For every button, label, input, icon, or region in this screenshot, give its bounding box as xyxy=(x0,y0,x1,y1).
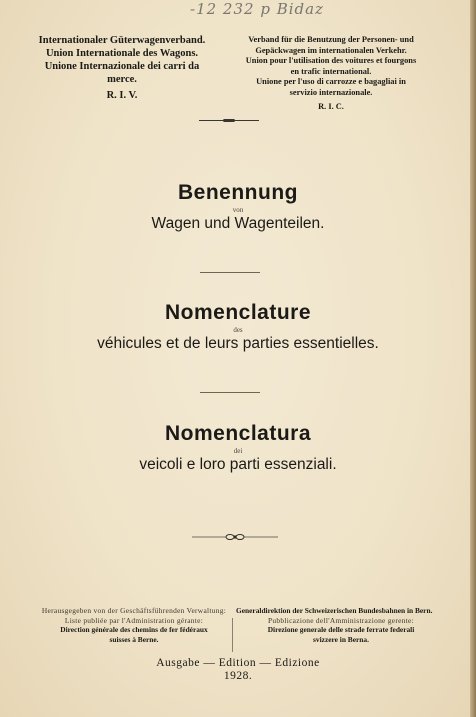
header-ric xyxy=(228,35,434,112)
header-riv-line: merce. xyxy=(107,74,137,85)
subtitle-german: Wagen und Wagenteilen. xyxy=(151,215,325,232)
footer-line: svizzere in Berna. xyxy=(313,634,369,644)
footer-divider xyxy=(232,618,233,652)
header-ric-line: en trafic international. xyxy=(290,66,372,76)
footer-line: Generaldirektion der Schweizerischen Bundesbahnen in Bern. xyxy=(236,606,433,615)
footer-line: Pubblicazione dell'Amministrazione gerente: xyxy=(268,615,414,625)
title-french: Nomenclature xyxy=(164,301,312,324)
header-ric-abbr: R. I. C. xyxy=(318,101,344,111)
header-riv-line: Unione Internazionale dei carri da xyxy=(44,61,200,72)
edition-year: 1928. xyxy=(223,670,253,682)
connector-german: von xyxy=(232,206,244,214)
footer-publisher-right xyxy=(236,606,446,644)
handwritten-annotation: -12 232 p Bidaz xyxy=(190,0,324,18)
title-separator xyxy=(200,272,260,273)
header-ric-line: Gepäckwagen im internationalen Verkehr. xyxy=(255,45,407,55)
title-german: Benennung xyxy=(178,181,298,204)
title-italian: Nomenclatura xyxy=(164,422,312,445)
title-block-french xyxy=(0,301,476,353)
title-block-german xyxy=(0,181,476,233)
footer-line: Direzione generale delle strade ferrate federali xyxy=(267,625,415,634)
footer-publisher-left xyxy=(30,606,238,644)
page-edge xyxy=(470,0,476,717)
header-riv-abbr: R. I. V. xyxy=(106,90,138,101)
subtitle-italian: veicoli e loro parti essenziali. xyxy=(139,456,337,473)
footer-line: Direction générale des chemins de fer fédéraux xyxy=(60,625,208,634)
header-ric-line: Verband für die Benutzung der Personen- und xyxy=(248,35,414,44)
header-riv xyxy=(22,34,222,102)
edition-line: Ausgabe — Edition — Edizione xyxy=(156,657,320,669)
header-riv-line: Union Internationale des Wagons. xyxy=(45,48,199,59)
subtitle-french: véhicules et de leurs parties essentielles. xyxy=(97,335,379,352)
header-ric-line: Union pour l'utilisation des voitures et fourgons xyxy=(245,56,417,66)
footer-line: Liste publiée par l'Administration gérante: xyxy=(64,615,204,625)
header-rule xyxy=(199,120,259,121)
footer-line: Herausgegeben von der Geschäftsführenden Verwaltung: xyxy=(41,606,227,615)
title-block-italian xyxy=(0,422,476,474)
ornament-icon xyxy=(190,531,280,543)
header-riv-line: Internationaler Güterwagenverband. xyxy=(38,35,206,46)
title-separator xyxy=(200,392,260,393)
connector-french: des xyxy=(233,326,243,334)
connector-italian: dei xyxy=(233,447,243,455)
footer-line: suisses à Berne. xyxy=(109,634,159,644)
header-ric-line: servizio internazionale. xyxy=(289,87,373,97)
header-ric-line: Unione per l'uso di carrozze e bagagliai in xyxy=(256,77,406,87)
